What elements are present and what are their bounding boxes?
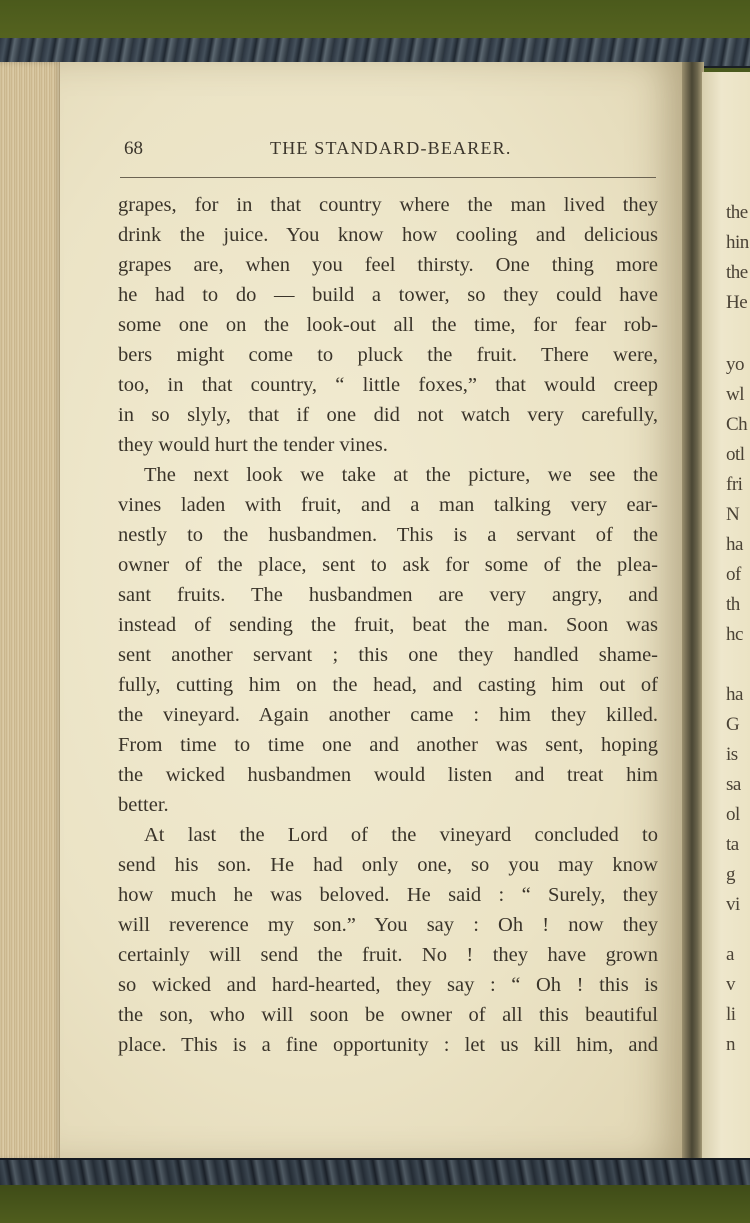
text-line: place. This is a fine opportunity : let us kill him, and	[118, 1034, 658, 1056]
text-line: From time to time one and another was sent, hoping	[118, 734, 658, 756]
facing-page-fragment: ta	[726, 834, 739, 855]
text-line: how much he was beloved. He said : “ Surely, they	[118, 884, 658, 906]
facing-page-fragment: He	[726, 292, 748, 313]
facing-page-fragment: ha	[726, 534, 743, 555]
text-line: grapes, for in that country where the man lived they	[118, 194, 658, 216]
book-gutter	[682, 62, 704, 1160]
background-bottom	[0, 1185, 750, 1223]
text-line: instead of sending the fruit, beat the man. Soon was	[118, 614, 658, 636]
text-line: will reverence my son.” You say : Oh ! now they	[118, 914, 658, 936]
facing-page-fragment: vi	[726, 894, 740, 915]
text-line: fully, cutting him on the head, and casting him out of	[118, 674, 658, 696]
text-line: certainly will send the fruit. No ! they have grown	[118, 944, 658, 966]
text-line: send his son. He had only one, so you may know	[118, 854, 658, 876]
facing-page-fragment: N	[726, 504, 740, 525]
text-line: the son, who will soon be owner of all this beautiful	[118, 1004, 658, 1026]
facing-page-fragment: hin	[726, 232, 749, 253]
text-line: sent another servant ; this one they handled shame-	[118, 644, 658, 666]
text-line: too, in that country, “ little foxes,” that would creep	[118, 374, 658, 396]
facing-page	[702, 72, 750, 1158]
facing-page-fragment: is	[726, 744, 738, 765]
facing-page-fragment: n	[726, 1034, 735, 1055]
text-line: better.	[118, 794, 169, 816]
book-cover-bottom-edge	[0, 1158, 750, 1188]
facing-page-fragment: otl	[726, 444, 745, 465]
paragraph-start-line: The next look we take at the picture, we see the	[144, 464, 658, 486]
facing-page-fragment: hc	[726, 624, 743, 645]
facing-page-fragment: v	[726, 974, 735, 995]
text-line: they would hurt the tender vines.	[118, 434, 388, 456]
background-top	[0, 0, 750, 40]
text-line: owner of the place, sent to ask for some of the plea-	[118, 554, 658, 576]
facing-page-fragment: sa	[726, 774, 741, 795]
facing-page-fragment: Ch	[726, 414, 748, 435]
header-rule	[120, 177, 656, 178]
text-line: some one on the look-out all the time, for fear rob-	[118, 314, 658, 336]
facing-page-fragment: the	[726, 202, 748, 223]
text-line: vines laden with fruit, and a man talking very ear-	[118, 494, 658, 516]
facing-page-fragment: wl	[726, 384, 744, 405]
facing-page-fragment: ha	[726, 684, 743, 705]
text-line: nestly to the husbandmen. This is a servant of the	[118, 524, 658, 546]
text-line: the vineyard. Again another came : him they killed.	[118, 704, 658, 726]
facing-page-fragment: fri	[726, 474, 743, 495]
text-line: grapes are, when you feel thirsty. One thing more	[118, 254, 658, 276]
paragraph-start-line: At last the Lord of the vineyard concluded to	[144, 824, 658, 846]
facing-page-fragment: th	[726, 594, 740, 615]
text-line: he had to do — build a tower, so they could have	[118, 284, 658, 306]
text-line: so wicked and hard-hearted, they say : “ Oh ! this is	[118, 974, 658, 996]
text-line: bers might come to pluck the fruit. There were,	[118, 344, 658, 366]
page-stack-edge	[0, 62, 62, 1160]
page-number: 68	[124, 138, 143, 159]
facing-page-fragment: yo	[726, 354, 744, 375]
facing-page-fragment: a	[726, 944, 734, 965]
text-line: drink the juice. You know how cooling and delicious	[118, 224, 658, 246]
page-header	[124, 138, 664, 164]
text-line: in so slyly, that if one did not watch very carefully,	[118, 404, 658, 426]
facing-page-fragment: of	[726, 564, 741, 585]
facing-page-fragment: li	[726, 1004, 736, 1025]
facing-page-fragment: the	[726, 262, 748, 283]
text-line: sant fruits. The husbandmen are very angry, and	[118, 584, 658, 606]
facing-page-fragment: ol	[726, 804, 740, 825]
text-line: the wicked husbandmen would listen and treat him	[118, 764, 658, 786]
running-title: THE STANDARD-BEARER.	[270, 138, 512, 158]
facing-page-fragment: G	[726, 714, 740, 735]
facing-page-fragment: g	[726, 864, 735, 885]
